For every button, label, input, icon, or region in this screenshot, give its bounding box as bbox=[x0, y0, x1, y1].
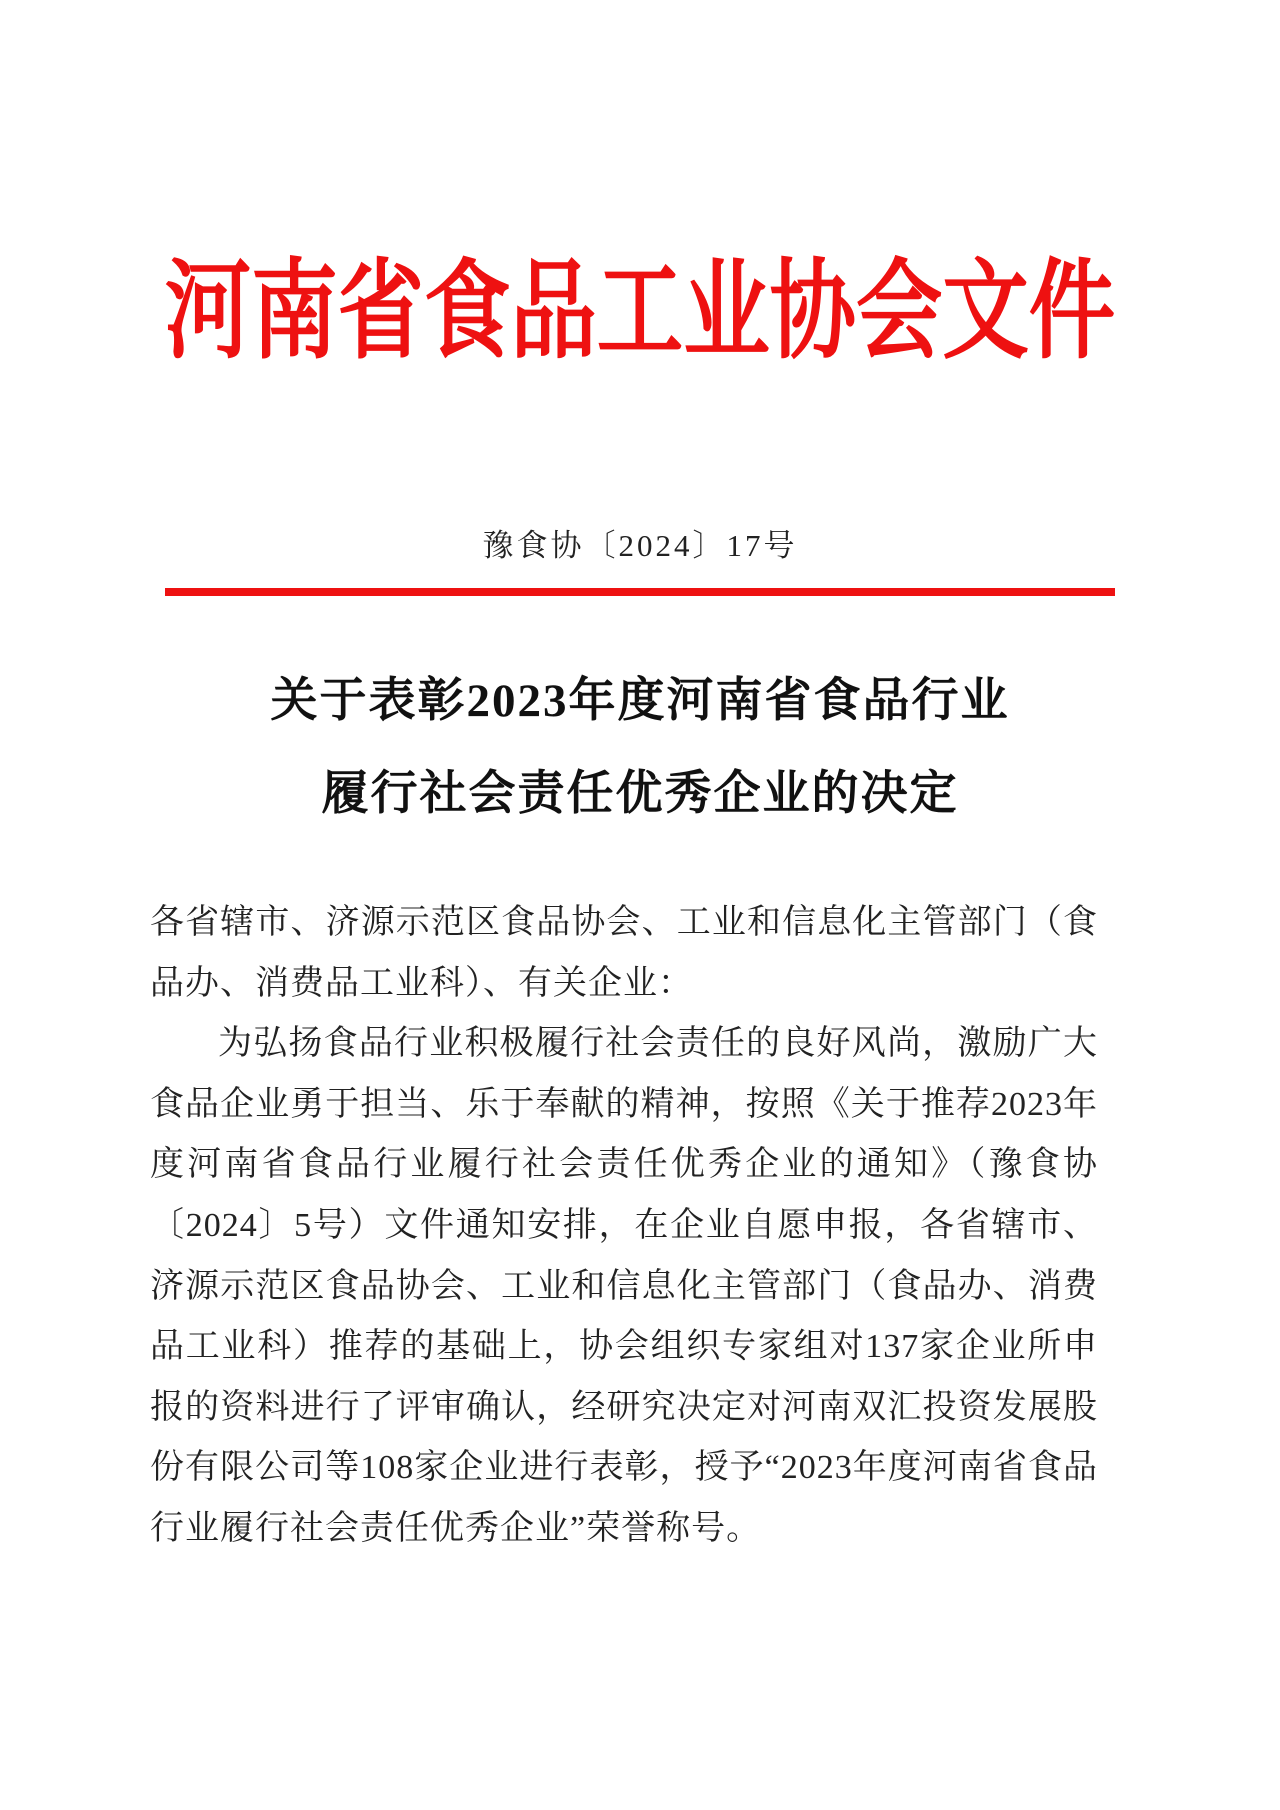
doc-title-line1: 关于表彰2023年度河南省食品行业 bbox=[270, 675, 1010, 727]
doc-number: 豫食协〔2024〕17号 bbox=[482, 528, 798, 563]
doc-title bbox=[0, 655, 1280, 841]
doc-title-line2: 履行社会责任优秀企业的决定 bbox=[321, 768, 959, 820]
body-paragraph: 为弘扬食品行业积极履行社会责任的良好风尚，激励广大食品企业勇于担当、乐于奉献的精神，按照《关于推荐2023年度河南省食品行业履行社会责任优秀企业的通知》（豫食协〔2024〕5号）文件通知安排，在企业自愿申报，各省辖市、济源示范区食品协会、工业和信息化主管部门（食品办、消费品工业科）推荐的基础上，协会组织专家组对137家企业所申报的资料进行了评审确认，经研究决定对河南双汇投资发展股份有限公司等108家企业进行表彰，授予“2023年度河南省食品行业履行社会责任优秀企业”荣誉称号。 bbox=[150, 1025, 1098, 1547]
red-divider-rule bbox=[165, 588, 1115, 596]
org-masthead-text: 河南省食品工业协会文件 bbox=[164, 253, 1116, 372]
salutation: 各省辖市、济源示范区食品协会、工业和信息化主管部门（食品办、消费品工业科）、有关企业： bbox=[150, 904, 1098, 1002]
doc-body bbox=[150, 893, 1098, 1560]
org-masthead bbox=[0, 243, 1280, 383]
